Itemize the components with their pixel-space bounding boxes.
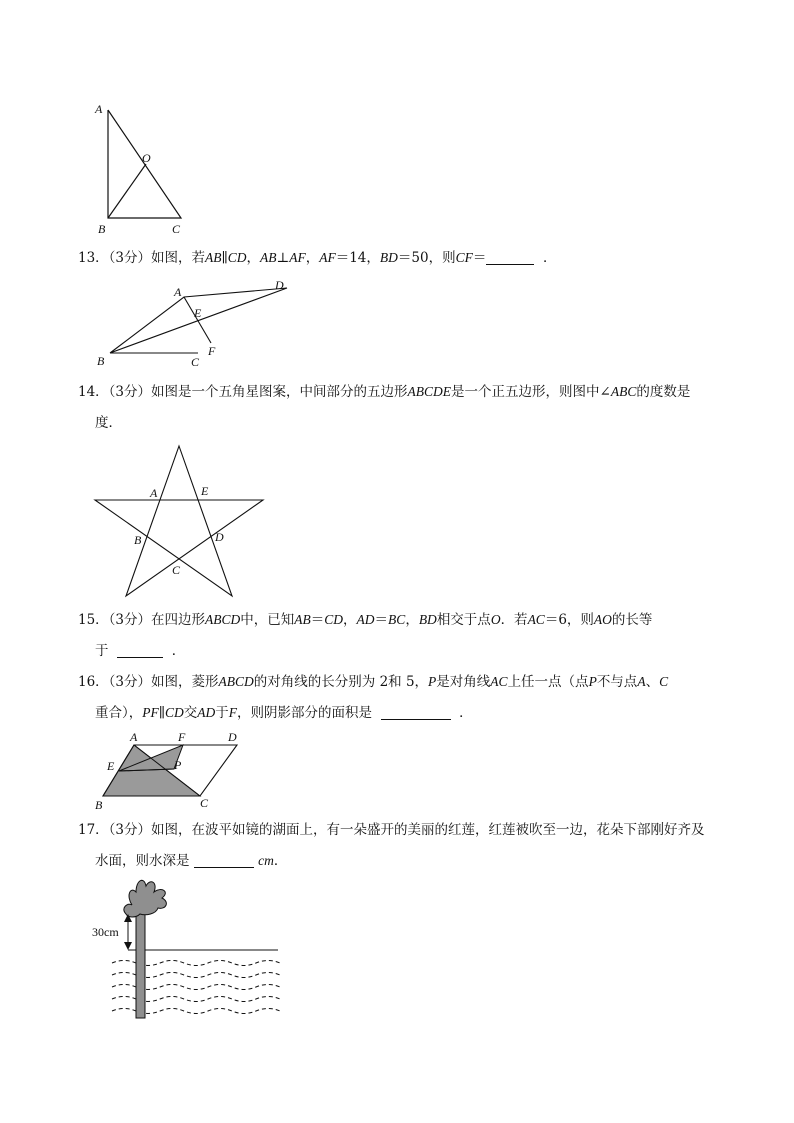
label-P: P	[174, 758, 182, 772]
q14-text: ABC	[610, 384, 637, 399]
q13-text: ，	[305, 250, 320, 266]
q16-text: 交	[183, 705, 198, 721]
q13-text: ．	[542, 250, 557, 266]
label-B: B	[98, 222, 106, 236]
q13-text: AF	[319, 250, 336, 265]
q13-text: ＝	[472, 250, 487, 266]
q13-number: 13．（3分）如图，若	[78, 250, 206, 266]
q15-text: O	[490, 612, 501, 627]
label-O: O	[142, 151, 151, 165]
q16-text: P	[588, 674, 597, 689]
q15-text: BC	[388, 612, 406, 627]
q15-text: BD	[418, 612, 437, 627]
q13-text: AB⊥AF	[260, 250, 306, 265]
q16-text: A	[637, 674, 646, 689]
q14-line-2: 度．	[95, 415, 122, 431]
question-13	[78, 248, 728, 268]
q15-text: 的长等	[611, 612, 653, 628]
q15-text: ，	[343, 612, 357, 628]
q16-text: C	[659, 674, 669, 689]
q15-text: ．	[171, 643, 186, 659]
q15-text: AC	[527, 612, 545, 627]
question-14	[78, 382, 728, 433]
q17-text: cm	[258, 853, 274, 868]
label-B: B	[134, 533, 142, 547]
q15-text: ＝6，则	[544, 612, 594, 628]
label-A: A	[174, 285, 182, 299]
label-D: D	[228, 730, 237, 744]
label-D: D	[215, 530, 224, 544]
q15-text: AO	[593, 612, 612, 627]
answer-blank[interactable]	[117, 643, 163, 658]
q16-text: 、	[645, 674, 660, 690]
q15-text: ＝	[310, 612, 325, 628]
q17-text: ．	[273, 853, 288, 869]
q15-text: ＝	[374, 612, 389, 628]
q15-text: ABCD	[205, 612, 241, 627]
q14-text: ABCDE	[407, 384, 452, 399]
q16-text: ．	[459, 705, 473, 721]
q16-text: 的对角线的长分别为 2和 5，	[253, 674, 429, 690]
label-C: C	[200, 796, 209, 810]
label-B: B	[95, 798, 103, 812]
label-A: A	[95, 102, 103, 116]
q17-line-1: 17．（3分）如图，在波平如镜的湖面上，有一朵盛开的美丽的红莲，红莲被吹至一边，花朵下部刚好齐及	[78, 822, 705, 838]
q13-text: AB∥CD	[205, 250, 247, 265]
figure-q14-star	[88, 440, 273, 605]
figure-q13	[90, 276, 300, 371]
q15-text: AB	[294, 612, 311, 627]
label-A: A	[150, 486, 158, 500]
q16-text: ，则阴影部分的面积是	[236, 705, 372, 721]
q13-text: ＝14，	[335, 250, 380, 266]
q16-text: F	[228, 705, 237, 720]
q14-text: 的度数是	[636, 384, 691, 400]
question-17	[78, 820, 728, 871]
q16-text: 上任一点（点	[507, 674, 589, 690]
q15-text: 于	[95, 643, 109, 659]
label-E: E	[194, 306, 202, 320]
q15-text: 中，已知	[240, 612, 295, 628]
label-D: D	[275, 278, 284, 292]
label-B: B	[97, 354, 105, 368]
q15-text: ．若	[500, 612, 528, 628]
q16-number: 16．（3分）如图，菱形	[78, 674, 219, 690]
q16-text: PF∥CD	[142, 705, 184, 720]
label-F: F	[208, 344, 216, 358]
figure-q12	[88, 96, 198, 241]
q15-text: AD	[356, 612, 375, 627]
q17-text: 水面，则水深是	[95, 853, 190, 869]
q16-text: AD	[197, 705, 216, 720]
label-C: C	[191, 355, 200, 369]
q15-text: 相交于点	[436, 612, 491, 628]
answer-blank[interactable]	[486, 250, 534, 265]
q16-text: P	[428, 674, 437, 689]
question-16	[78, 672, 728, 723]
q16-text: 于	[215, 705, 229, 721]
label-E: E	[107, 759, 115, 773]
q16-text: 不与点	[596, 674, 638, 690]
q13-text: CF	[455, 250, 473, 265]
q16-text: AC	[490, 674, 508, 689]
answer-blank[interactable]	[381, 705, 451, 720]
q16-text: 是对角线	[436, 674, 491, 690]
q13-text: BD	[379, 250, 398, 265]
q14-text: 是一个正五边形，则图中∠	[451, 384, 611, 400]
figure-q17-lotus	[90, 872, 290, 1024]
answer-blank[interactable]	[194, 853, 254, 868]
q15-number: 15．（3分）在四边形	[78, 612, 206, 628]
q13-text: ＝50，则	[397, 250, 456, 266]
label-C: C	[172, 222, 181, 236]
question-15	[78, 610, 728, 661]
q16-text: 重合），	[95, 705, 143, 721]
q13-text: ，	[246, 250, 261, 266]
label-E: E	[201, 484, 209, 498]
label-30cm: 30cm	[92, 925, 119, 939]
label-C: C	[172, 563, 181, 577]
q14-number: 14．（3分）如图是一个五角星图案，中间部分的五边形	[78, 384, 408, 400]
label-F: F	[178, 730, 186, 744]
q15-text: CD	[324, 612, 344, 627]
q15-text: ，	[405, 612, 419, 628]
label-A: A	[130, 730, 138, 744]
q16-text: ABCD	[218, 674, 254, 689]
figure-q16-rhombus	[88, 726, 258, 814]
